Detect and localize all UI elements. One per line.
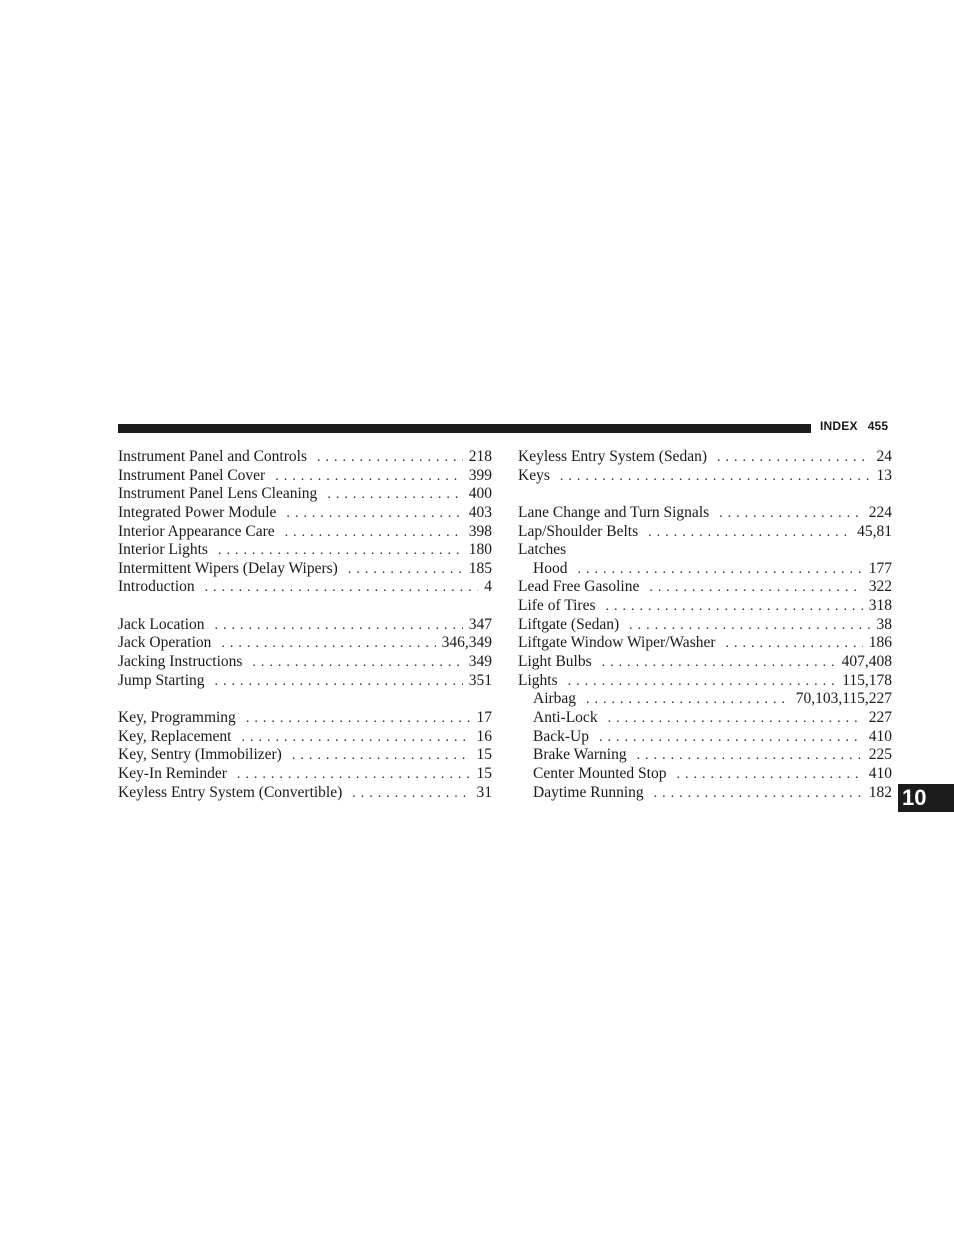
entry-page-ref: 349 — [468, 653, 492, 671]
entry-label: Daytime Running — [533, 783, 644, 801]
dot-leader — [221, 635, 435, 653]
entry-page-ref: 322 — [868, 578, 892, 596]
entry-label: Lights — [518, 671, 558, 689]
entry-page-ref: 70,103,115,227 — [795, 690, 892, 708]
entry-label: Instrument Panel and Controls — [118, 448, 307, 465]
entry-label: Lane Change and Turn Signals — [518, 503, 710, 521]
entry-label: Introduction — [118, 578, 195, 596]
entry-gap — [118, 690, 492, 709]
entry-label: Integrated Power Module — [118, 503, 277, 521]
entry-label: Jack Location — [118, 615, 205, 633]
index-entry — [118, 728, 492, 747]
index-column-right — [518, 448, 892, 802]
dot-leader — [352, 785, 470, 803]
index-entry — [118, 467, 492, 486]
index-entry — [118, 485, 492, 504]
dot-leader — [241, 729, 470, 747]
entry-label: Back-Up — [533, 727, 589, 745]
entry-page-ref: 399 — [468, 466, 492, 484]
entry-label: Instrument Panel Cover — [118, 466, 266, 484]
entry-label: Light Bulbs — [518, 653, 592, 671]
dot-leader — [719, 505, 863, 523]
entry-page-ref: 16 — [476, 727, 492, 745]
index-entry — [118, 448, 492, 467]
entry-label: Key, Programming — [118, 708, 236, 726]
page-number: 455 — [867, 419, 889, 433]
entry-page-ref: 225 — [868, 746, 892, 764]
entry-gap — [518, 485, 892, 504]
index-subentry — [518, 728, 892, 747]
entry-page-ref: 177 — [868, 559, 892, 577]
index-entry — [518, 504, 892, 523]
entry-page-ref: 407,408 — [841, 653, 892, 671]
entry-label: Hood — [533, 559, 568, 577]
dot-leader — [649, 579, 862, 597]
index-entry — [118, 504, 492, 523]
index-entry — [518, 523, 892, 542]
index-entry — [518, 653, 892, 672]
entry-page-ref: 410 — [868, 764, 892, 782]
dot-leader — [317, 449, 463, 467]
index-entry — [118, 541, 492, 560]
entry-page-ref: 224 — [868, 503, 892, 521]
entry-page-ref: 400 — [468, 485, 492, 503]
dot-leader — [252, 654, 462, 672]
index-subentry — [518, 709, 892, 728]
entry-label: Liftgate Window Wiper/Washer — [518, 634, 716, 652]
entry-label: Airbag — [533, 690, 577, 708]
index-entry — [118, 653, 492, 672]
index-entry — [518, 448, 892, 467]
index-subentry — [518, 560, 892, 579]
header-rule — [118, 424, 811, 433]
entry-page-ref: 15 — [476, 746, 492, 764]
dot-leader — [205, 579, 479, 597]
entry-page-ref: 398 — [468, 522, 492, 540]
entry-label: Instrument Panel Lens Cleaning — [118, 485, 318, 503]
index-entry — [118, 560, 492, 579]
dot-leader — [717, 449, 871, 467]
entry-label: Lead Free Gasoline — [518, 578, 640, 596]
entry-label: Key, Replacement — [118, 727, 232, 745]
section-title: INDEX — [820, 419, 858, 433]
index-entry — [518, 467, 892, 486]
dot-leader — [348, 561, 463, 579]
index-subentry — [518, 784, 892, 803]
entry-label: Key-In Reminder — [118, 764, 227, 782]
index-entry — [118, 523, 492, 542]
entry-label: Liftgate (Sedan) — [518, 615, 620, 633]
entry-page-ref: 351 — [468, 671, 492, 689]
dot-leader — [275, 468, 463, 486]
entry-gap — [118, 597, 492, 616]
index-entry — [518, 634, 892, 653]
entry-label: Interior Lights — [118, 541, 208, 559]
index-entry — [118, 709, 492, 728]
index-entry — [118, 634, 492, 653]
entry-page-ref: 45,81 — [857, 522, 892, 540]
entry-page-ref: 185 — [468, 559, 492, 577]
dot-leader — [602, 654, 836, 672]
dot-leader — [246, 710, 471, 728]
entry-page-ref: 15 — [476, 764, 492, 782]
index-entry — [518, 578, 892, 597]
entry-label: Jack Operation — [118, 634, 212, 652]
dot-leader — [648, 524, 851, 542]
dot-leader — [327, 486, 462, 504]
entry-label: Lap/Shoulder Belts — [518, 522, 639, 540]
index-entry — [118, 746, 492, 765]
entry-page-ref: 180 — [468, 541, 492, 559]
dot-leader — [292, 747, 471, 765]
dot-leader — [608, 710, 863, 728]
entry-page-ref: 347 — [468, 615, 492, 633]
dot-leader — [285, 524, 463, 542]
dot-leader — [215, 673, 463, 691]
running-header — [820, 419, 888, 433]
index-entry — [118, 784, 492, 803]
entry-label: Jacking Instructions — [118, 653, 243, 671]
entry-label: Life of Tires — [518, 597, 596, 615]
entry-page-ref: 115,178 — [842, 671, 892, 689]
dot-leader — [637, 747, 863, 765]
index-entry — [118, 765, 492, 784]
dot-leader — [286, 505, 462, 523]
index-column-left — [118, 448, 492, 802]
index-subentry — [518, 746, 892, 765]
entry-page-ref: 13 — [876, 466, 892, 484]
entry-label: Interior Appearance Care — [118, 522, 275, 540]
index-subentry — [518, 765, 892, 784]
dot-leader — [726, 635, 863, 653]
dot-leader — [606, 598, 863, 616]
entry-page-ref: 227 — [868, 708, 892, 726]
entry-page-ref: 346,349 — [441, 634, 492, 652]
index-entry — [518, 672, 892, 691]
entry-label: Brake Warning — [533, 746, 627, 764]
dot-leader — [599, 729, 863, 747]
index-entry — [518, 616, 892, 635]
dot-leader — [676, 766, 862, 784]
entry-page-ref: 182 — [868, 783, 892, 801]
dot-leader — [577, 561, 862, 579]
entry-label: Keyless Entry System (Convertible) — [118, 783, 343, 801]
entry-label: Jump Starting — [118, 671, 205, 689]
dot-leader — [586, 691, 790, 709]
index-entry — [118, 578, 492, 597]
entry-page-ref: 31 — [476, 783, 492, 801]
entry-page-ref: 17 — [476, 708, 492, 726]
entry-label: Latches — [518, 541, 567, 559]
entry-page-ref: 186 — [868, 634, 892, 652]
entry-page-ref: 24 — [876, 448, 892, 465]
entry-page-ref: 38 — [876, 615, 892, 633]
entry-label: Intermittent Wipers (Delay Wipers) — [118, 559, 338, 577]
chapter-tab: 10 — [898, 784, 954, 812]
entry-label: Key, Sentry (Immobilizer) — [118, 746, 282, 764]
entry-label: Center Mounted Stop — [533, 764, 667, 782]
index-entry — [118, 616, 492, 635]
entry-page-ref: 4 — [484, 578, 492, 596]
dot-leader — [560, 468, 871, 486]
entry-label: Keys — [518, 466, 550, 484]
entry-page-ref: 410 — [868, 727, 892, 745]
entry-page-ref: 218 — [468, 448, 492, 465]
dot-leader — [215, 617, 463, 635]
dot-leader — [629, 617, 870, 635]
index-entry — [118, 672, 492, 691]
entry-page-ref: 318 — [868, 597, 892, 615]
dot-leader — [218, 542, 463, 560]
dot-leader — [237, 766, 471, 784]
entry-page-ref: 403 — [468, 503, 492, 521]
index-subentry — [518, 690, 892, 709]
index-entry — [518, 597, 892, 616]
entry-label: Keyless Entry System (Sedan) — [518, 448, 707, 465]
dot-leader — [568, 673, 837, 691]
index-entry — [518, 541, 892, 560]
dot-leader — [654, 785, 863, 803]
entry-label: Anti-Lock — [533, 708, 598, 726]
